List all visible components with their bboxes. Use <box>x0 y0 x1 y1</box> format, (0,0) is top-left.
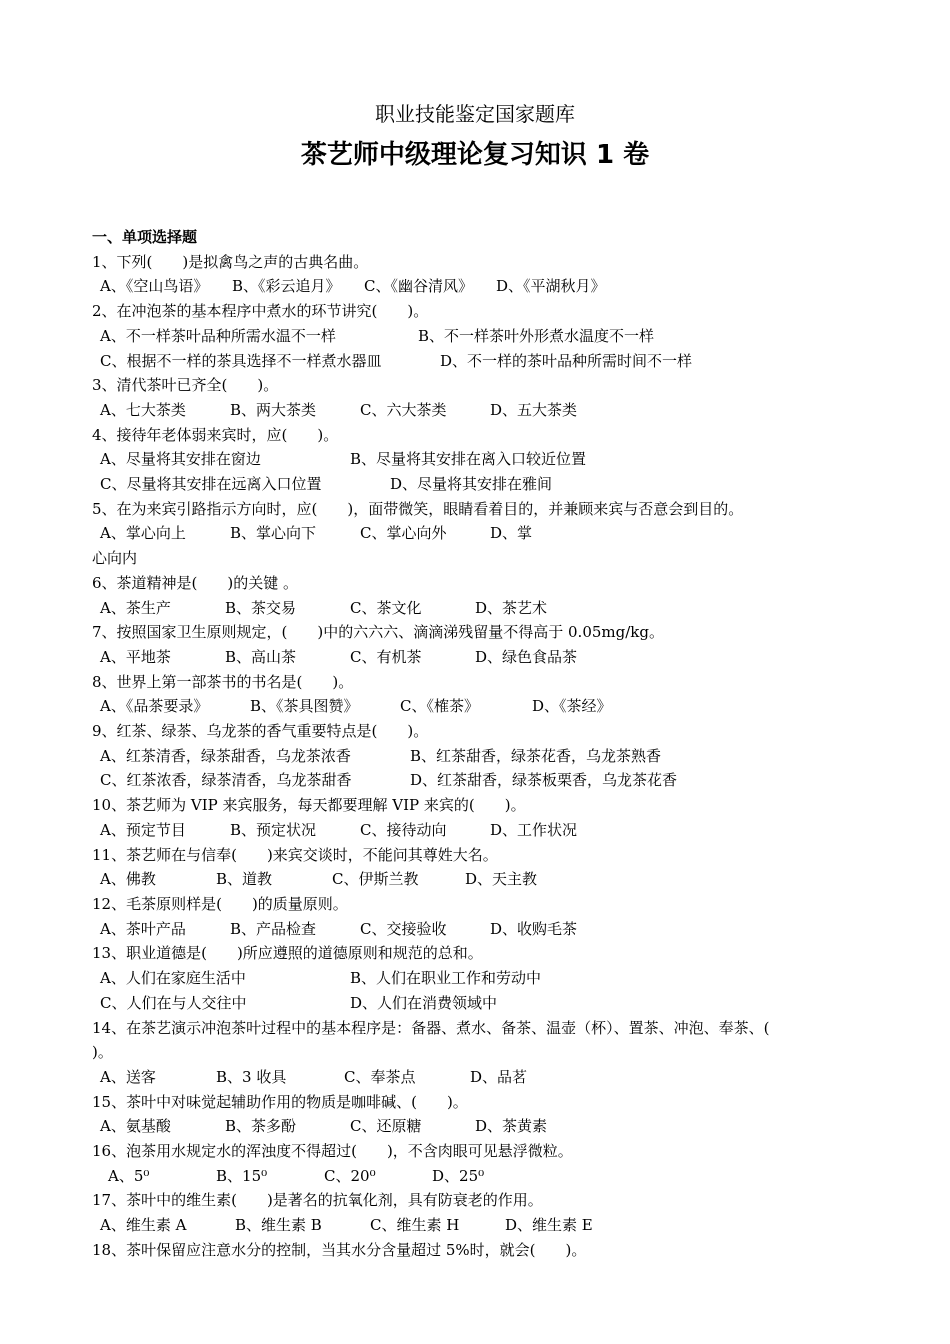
question: 3、清代茶叶已齐全( )。 <box>92 376 279 395</box>
option: A、茶叶产品 <box>100 919 186 938</box>
options <box>92 1065 872 1090</box>
options <box>92 324 872 349</box>
page-subtitle: 职业技能鉴定国家题库 <box>375 102 575 126</box>
option: A、预定节目 <box>100 820 186 839</box>
options <box>92 991 872 1016</box>
options <box>92 768 872 793</box>
option: D、人们在消费领域中 <box>350 993 498 1012</box>
option: B、茶多酚 <box>225 1117 297 1136</box>
options <box>92 274 872 299</box>
option: C、维生素 H <box>370 1216 460 1235</box>
option: C、根据不一样的茶具选择不一样煮水器皿 <box>100 351 382 370</box>
option: A、送客 <box>100 1067 156 1086</box>
question: 18、茶叶保留应注意水分的控制，当其水分含量超过 5%时，就会( )。 <box>92 1240 587 1259</box>
option: D、绿色食品茶 <box>475 647 578 666</box>
option: D、品茗 <box>470 1067 528 1086</box>
option: C、红茶浓香，绿茶清香，乌龙茶甜香 <box>100 771 352 790</box>
question: 2、在冲泡茶的基本程序中煮水的环节讲究( )。 <box>92 302 429 321</box>
option: C、茶文化 <box>350 598 422 617</box>
option: C、《榷茶》 <box>400 697 479 716</box>
option: A、尽量将其安排在窗边 <box>100 450 261 469</box>
option: C、人们在与人交往中 <box>100 993 247 1012</box>
option: C、《幽谷清风》 <box>364 277 473 296</box>
options <box>92 1213 872 1238</box>
option: A、不一样茶叶品种所需水温不一样 <box>100 326 336 345</box>
options <box>92 694 872 719</box>
option: D、维生素 E <box>505 1216 593 1235</box>
option: B、尽量将其安排在离入口较近位置 <box>350 450 587 469</box>
option: D、《茶经》 <box>532 697 612 716</box>
options <box>92 472 872 497</box>
option: A、5⁰ <box>108 1166 150 1185</box>
option: B、不一样茶叶外形煮水温度不一样 <box>418 326 655 345</box>
options <box>92 917 872 942</box>
options <box>92 966 872 991</box>
option: B、预定状况 <box>230 820 317 839</box>
option: C、伊斯兰教 <box>332 870 419 889</box>
question: 14、在茶艺演示冲泡茶叶过程中的基本程序是：备器、煮水、备茶、温壶（杯）、置茶、冲泡、奉茶、( <box>92 1018 770 1037</box>
option: A、茶生产 <box>100 598 171 617</box>
option: B、人们在职业工作和劳动中 <box>350 969 542 988</box>
option: D、不一样的茶叶品种所需时间不一样 <box>440 351 693 370</box>
question: 1、下列( )是拟禽鸟之声的古典名曲。 <box>92 252 369 271</box>
option: C、六大茶类 <box>360 400 447 419</box>
question: 15、茶叶中对味觉起辅助作用的物质是咖啡碱、( )。 <box>92 1092 468 1111</box>
question: 10、茶艺师为 VIP 来宾服务，每天都要理解 VIP 来宾的( )。 <box>92 796 526 815</box>
question: 7、按照国家卫生原则规定，( )中的六六六、滴滴涕残留量不得高于 0.05mg/kg。 <box>92 623 664 642</box>
option: B、产品检查 <box>230 919 317 938</box>
option: A、人们在家庭生活中 <box>100 969 246 988</box>
option: B、3 收具 <box>216 1067 287 1086</box>
option: D、25⁰ <box>432 1166 485 1185</box>
option: A、维生素 A <box>100 1216 187 1235</box>
option: C、还原糖 <box>350 1117 422 1136</box>
option: B、《茶具图赞》 <box>250 697 359 716</box>
option: A、氨基酸 <box>100 1117 171 1136</box>
options <box>92 645 872 670</box>
question: 5、在为来宾引路指示方向时，应( )，面带微笑，眼睛看着目的，并兼顾来宾与否意会到目的。 <box>92 499 744 518</box>
option: D、五大茶类 <box>490 400 578 419</box>
option: A、《品茶要录》 <box>100 697 209 716</box>
question: 6、茶道精神是( )的关键 。 <box>92 573 299 592</box>
option: D、掌 <box>490 524 533 543</box>
question: 4、接待年老体弱来宾时，应( )。 <box>92 425 339 444</box>
option: B、维生素 B <box>235 1216 322 1235</box>
options <box>92 1114 872 1139</box>
options <box>92 398 872 423</box>
option: B、《彩云追月》 <box>232 277 341 296</box>
option: B、掌心向下 <box>230 524 317 543</box>
option: D、红茶甜香，绿茶板栗香，乌龙茶花香 <box>410 771 678 790</box>
option: B、道教 <box>216 870 273 889</box>
option: B、茶交易 <box>225 598 297 617</box>
option: A、红茶清香，绿茶甜香，乌龙茶浓香 <box>100 746 351 765</box>
option: C、接待动向 <box>360 820 447 839</box>
option: C、奉茶点 <box>344 1067 416 1086</box>
option: B、红茶甜香，绿茶花香，乌龙茶熟香 <box>410 746 662 765</box>
option: A、掌心向上 <box>100 524 186 543</box>
option: A、佛教 <box>100 870 156 889</box>
option: D、收购毛茶 <box>490 919 578 938</box>
question: 17、茶叶中的维生素( )是著名的抗氧化剂，具有防衰老的作用。 <box>92 1191 543 1210</box>
options <box>92 744 872 769</box>
option: C、20⁰ <box>324 1166 376 1185</box>
option: C、尽量将其安排在远离入口位置 <box>100 475 322 494</box>
options <box>92 447 872 472</box>
options <box>92 596 872 621</box>
option: B、高山茶 <box>225 647 297 666</box>
question: 8、世界上第一部茶书的书名是( )。 <box>92 672 354 691</box>
options <box>92 521 872 546</box>
question: 13、职业道德是( )所应遵照的道德原则和规范的总和。 <box>92 944 483 963</box>
option: B、15⁰ <box>216 1166 268 1185</box>
option: A、七大茶类 <box>100 400 186 419</box>
options <box>92 818 872 843</box>
option: C、掌心向外 <box>360 524 447 543</box>
options <box>92 867 872 892</box>
option-continuation: 心向内 <box>92 549 138 568</box>
option: A、《空山鸟语》 <box>100 277 209 296</box>
option: D、《平湖秋月》 <box>496 277 606 296</box>
option: D、茶艺术 <box>475 598 548 617</box>
option: D、茶黄素 <box>475 1117 548 1136</box>
question: 11、茶艺师在与信奉( )来宾交谈时，不能问其尊姓大名。 <box>92 845 498 864</box>
question: 9、红茶、绿茶、乌龙茶的香气重要特点是( )。 <box>92 722 429 741</box>
question-list <box>92 225 872 1263</box>
option: B、两大茶类 <box>230 400 317 419</box>
question-continuation: )。 <box>92 1043 113 1062</box>
option: D、工作状况 <box>490 820 578 839</box>
question: 16、泡茶用水规定水的浑浊度不得超过( )，不含肉眼可见悬浮微粒。 <box>92 1142 573 1161</box>
option: A、平地茶 <box>100 647 171 666</box>
options <box>92 1164 872 1189</box>
option: C、有机茶 <box>350 647 422 666</box>
question: 12、毛茶原则样是( )的质量原则。 <box>92 894 348 913</box>
section-heading: 一、单项选择题 <box>92 228 198 246</box>
option: D、尽量将其安排在雅间 <box>390 475 553 494</box>
options <box>92 349 872 374</box>
option: C、交接验收 <box>360 919 447 938</box>
page-title: 茶艺师中级理论复习知识 1 卷 <box>300 140 650 170</box>
option: D、天主教 <box>465 870 538 889</box>
